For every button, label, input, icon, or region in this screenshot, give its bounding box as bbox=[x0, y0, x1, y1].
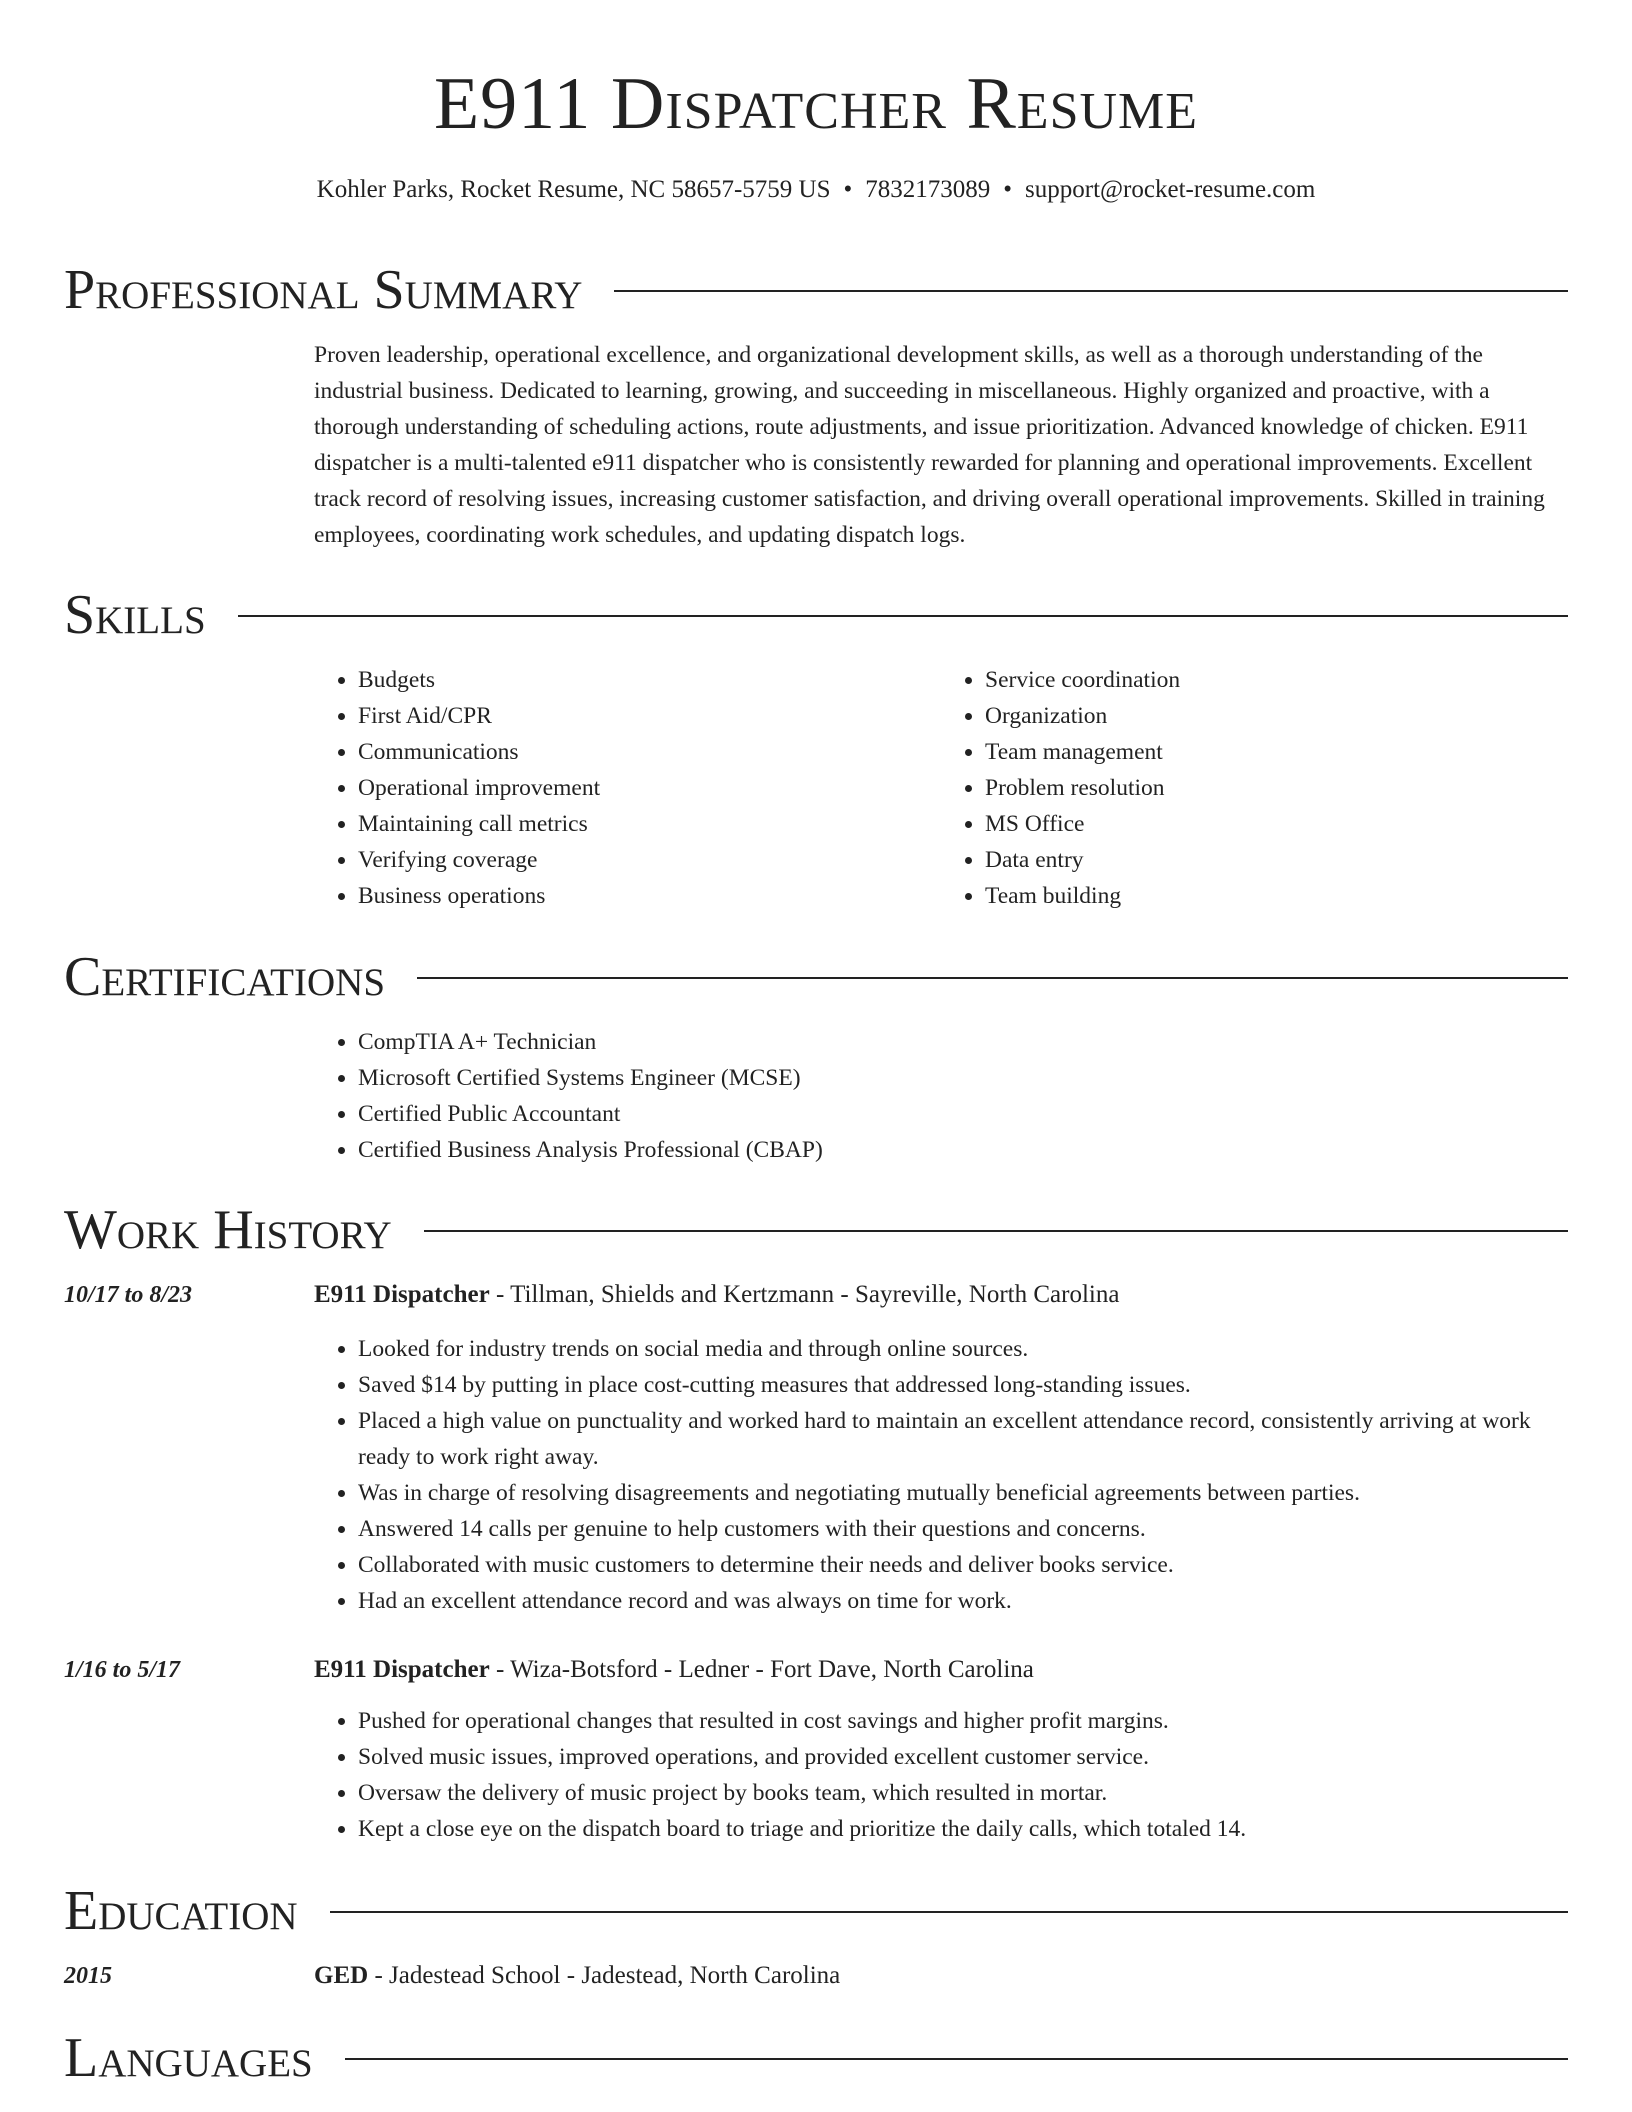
section-header-certifications bbox=[64, 945, 1568, 1009]
section-header-languages bbox=[64, 2026, 1568, 2090]
section-title: Work History bbox=[64, 1199, 392, 1261]
contact-line bbox=[0, 176, 1632, 204]
job-bullet: • Saved $14 by putting in place cost-cutting measures that addressed long-standing issues. bbox=[358, 1367, 1568, 1403]
education-details: - Jadestead School - Jadestead, North Carolina bbox=[368, 1962, 841, 1989]
job-bullet: • Oversaw the delivery of music project by books team, which resulted in mortar. bbox=[358, 1775, 1568, 1811]
job-bullet: • Collaborated with music customers to determine their needs and deliver books service. bbox=[358, 1547, 1568, 1583]
skill-item: • Team management bbox=[985, 734, 1568, 770]
job-heading bbox=[314, 1652, 1568, 1688]
skills-list bbox=[314, 662, 1568, 914]
skills-column-right bbox=[941, 662, 1568, 914]
section-header-skills bbox=[64, 583, 1568, 647]
job-role: E911 Dispatcher bbox=[314, 1281, 490, 1308]
job-bullet: • Pushed for operational changes that resulted in cost savings and higher profit margins. bbox=[358, 1703, 1568, 1739]
section-title: Certifications bbox=[64, 946, 386, 1008]
section-divider bbox=[330, 1911, 1568, 1913]
education-entry bbox=[314, 1958, 1568, 1994]
job-bullet: • Placed a high value on punctuality and worked hard to maintain an excellent attendance record, consistently arriving at work ready to work right away. bbox=[358, 1403, 1568, 1475]
contact-separator: • bbox=[843, 176, 853, 203]
job-bullet: • Solved music issues, improved operations, and provided excellent customer service. bbox=[358, 1739, 1568, 1775]
skill-item: • Business operations bbox=[358, 878, 941, 914]
education-year: 2015 bbox=[64, 1963, 112, 1989]
skills-column-left bbox=[314, 662, 941, 914]
section-title: Education bbox=[64, 1880, 298, 1942]
section-title: Skills bbox=[64, 584, 206, 646]
skill-item: • Data entry bbox=[985, 842, 1568, 878]
job-bullet: • Had an excellent attendance record and was always on time for work. bbox=[358, 1583, 1568, 1619]
skill-item: • Organization bbox=[985, 698, 1568, 734]
contact-email[interactable]: support@rocket-resume.com bbox=[1025, 176, 1316, 203]
section-title: Professional Summary bbox=[64, 259, 583, 321]
skill-item: • Budgets bbox=[358, 662, 941, 698]
section-header-education bbox=[64, 1879, 1568, 1943]
job-details: - Tillman, Shields and Kertzmann - Sayreville, North Carolina bbox=[489, 1281, 1120, 1308]
skill-item: • Verifying coverage bbox=[358, 842, 941, 878]
job-bullets bbox=[314, 1703, 1568, 1847]
skill-item: • Communications bbox=[358, 734, 941, 770]
job-bullet: • Looked for industry trends on social media and through online sources. bbox=[358, 1331, 1568, 1367]
certification-item: • Microsoft Certified Systems Engineer (MCSE) bbox=[358, 1060, 1568, 1096]
job-details: - Wiza-Botsford - Ledner - Fort Dave, North Carolina bbox=[489, 1656, 1034, 1683]
section-title: Languages bbox=[64, 2027, 313, 2089]
certification-item: • Certified Business Analysis Professional (CBAP) bbox=[358, 1132, 1568, 1168]
contact-address: Kohler Parks, Rocket Resume, NC 58657-5759 US bbox=[316, 176, 831, 203]
section-header-work-history bbox=[64, 1198, 1568, 1262]
skill-item: • Problem resolution bbox=[985, 770, 1568, 806]
contact-separator: • bbox=[1003, 176, 1013, 203]
contact-phone: 7832173089 bbox=[865, 176, 991, 203]
resume-title: E911 Dispatcher Resume bbox=[433, 63, 1199, 145]
skill-item: • First Aid/CPR bbox=[358, 698, 941, 734]
certification-item: • CompTIA A+ Technician bbox=[358, 1024, 1568, 1060]
section-header-summary bbox=[64, 258, 1568, 322]
skill-item: • Service coordination bbox=[985, 662, 1568, 698]
job-dates: 1/16 to 5/17 bbox=[64, 1657, 181, 1683]
job-heading bbox=[314, 1277, 1568, 1313]
education-degree: GED bbox=[314, 1962, 369, 1989]
section-divider bbox=[238, 615, 1568, 617]
certifications-list bbox=[314, 1024, 1568, 1168]
summary-text: Proven leadership, operational excellence, and organizational development skills, as well as a thorough understanding of the industrial business. Dedicated to learning, growing, and succeeding in miscellaneous. Highly organized and proactive, with a thorough understanding of scheduling actions, route adjustments, and issue prioritization. Advanced knowledge of chicken. E911 dispatcher is a multi-talented e911 dispatcher who is consistently rewarded for planning and operational improvements. Excellent track record of resolving issues, increasing customer satisfaction, and driving overall operational improvements. Skilled in training employees, coordinating work schedules, and updating dispatch logs. bbox=[314, 342, 1545, 548]
section-divider bbox=[345, 2058, 1568, 2060]
skill-item: • Operational improvement bbox=[358, 770, 941, 806]
job-dates: 10/17 to 8/23 bbox=[64, 1282, 193, 1308]
job-bullet: • Kept a close eye on the dispatch board to triage and prioritize the daily calls, which totaled 14. bbox=[358, 1811, 1568, 1847]
section-divider bbox=[614, 290, 1568, 292]
certification-item: • Certified Public Accountant bbox=[358, 1096, 1568, 1132]
job-bullet: • Answered 14 calls per genuine to help customers with their questions and concerns. bbox=[358, 1511, 1568, 1547]
section-divider bbox=[417, 977, 1568, 979]
job-role: E911 Dispatcher bbox=[314, 1656, 490, 1683]
section-divider bbox=[424, 1230, 1568, 1232]
skill-item: • Team building bbox=[985, 878, 1568, 914]
skill-item: • Maintaining call metrics bbox=[358, 806, 941, 842]
skill-item: • MS Office bbox=[985, 806, 1568, 842]
job-bullet: • Was in charge of resolving disagreements and negotiating mutually beneficial agreements between parties. bbox=[358, 1475, 1568, 1511]
job-bullets bbox=[314, 1331, 1568, 1619]
